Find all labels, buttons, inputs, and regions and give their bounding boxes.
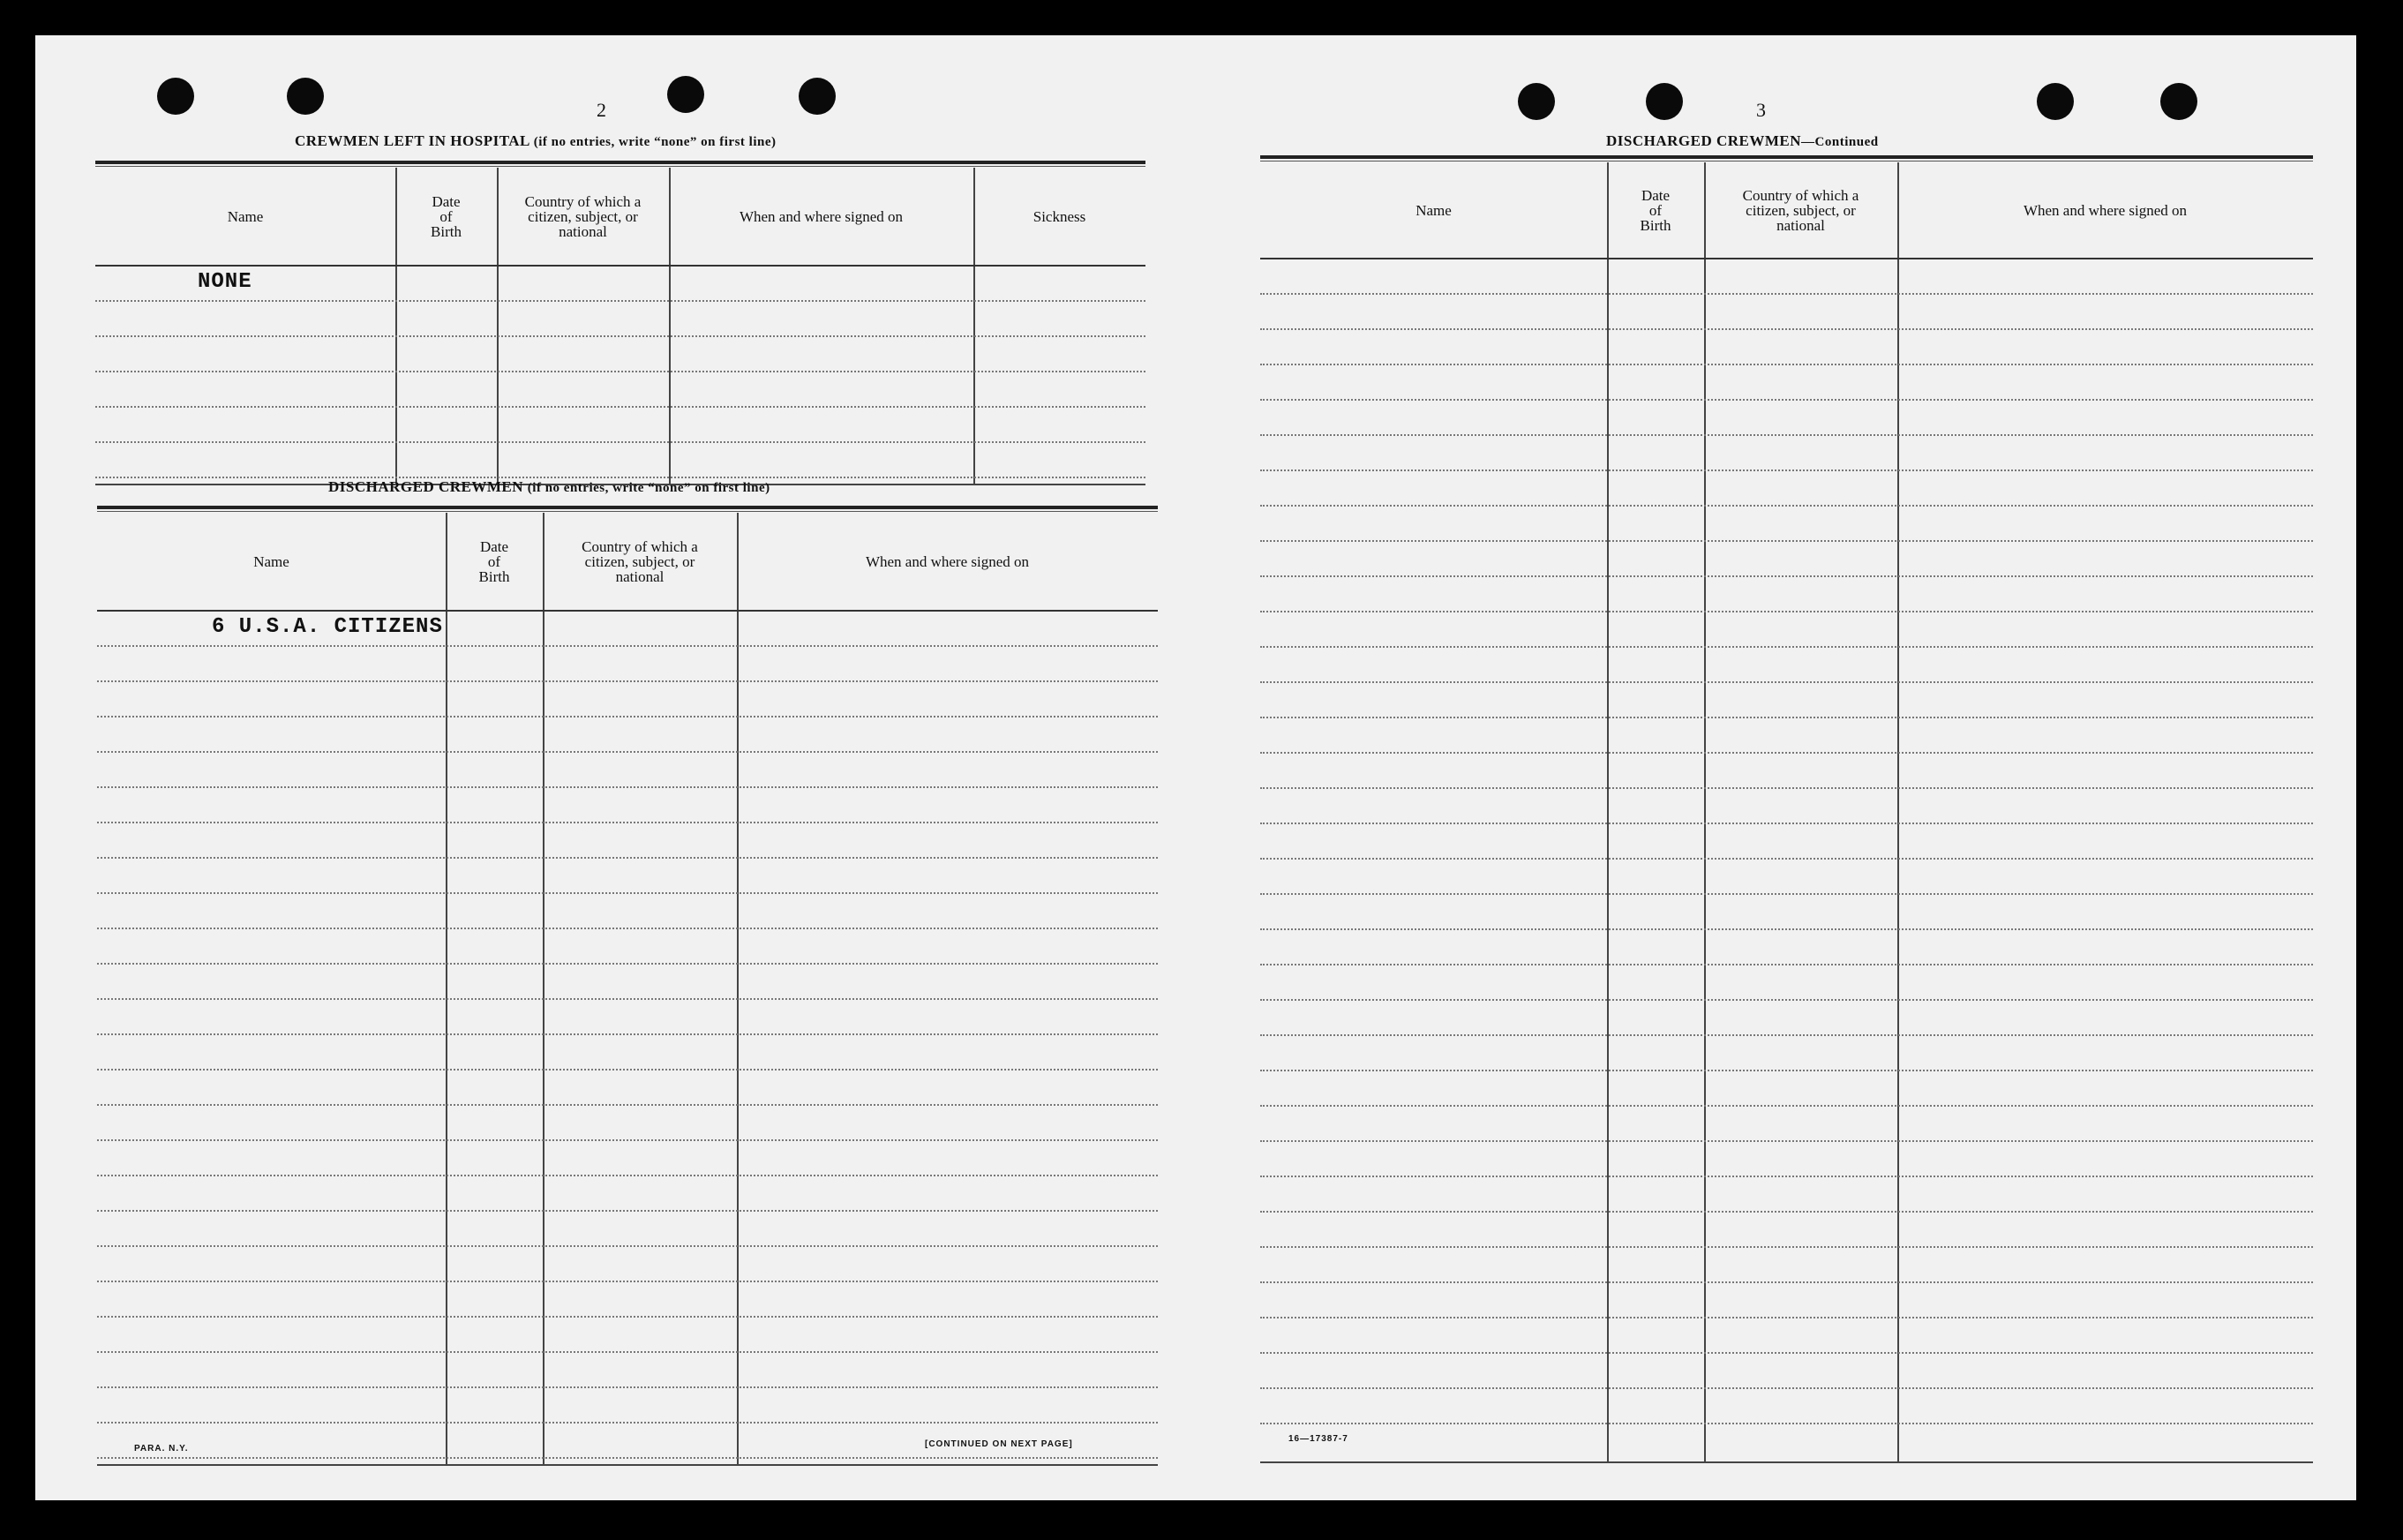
column-divider	[543, 513, 544, 1464]
table-row	[97, 822, 1158, 823]
table-row	[97, 645, 1158, 647]
column-divider	[1607, 162, 1609, 1461]
table-row	[1260, 611, 2313, 612]
table-row	[97, 680, 1158, 682]
document-sheet	[35, 35, 2356, 1500]
table-row	[1260, 1140, 2313, 1142]
table-row	[1260, 999, 2313, 1001]
column-header-label: When and where signed on	[2023, 201, 2188, 219]
punch-hole	[799, 78, 836, 115]
punch-hole	[667, 76, 704, 113]
discharged-title	[328, 478, 770, 496]
page-number-right: 3	[1756, 99, 1766, 121]
column-header-country	[1704, 162, 1897, 258]
header-rule	[1260, 258, 2313, 259]
table-row	[1260, 1352, 2313, 1354]
column-header-country	[543, 513, 737, 610]
table-row	[1260, 1034, 2313, 1036]
table-row	[97, 1033, 1158, 1035]
table-row	[97, 1139, 1158, 1141]
column-header-label: Name	[253, 552, 289, 570]
table-row	[1260, 787, 2313, 789]
punch-hole	[1518, 83, 1555, 120]
table-row	[1260, 964, 2313, 965]
table-row	[1260, 681, 2313, 683]
table-row	[97, 1281, 1158, 1282]
table-bottom-rule	[1260, 1461, 2313, 1463]
table-row	[95, 300, 1145, 302]
table-row	[97, 1104, 1158, 1106]
table-row	[95, 406, 1145, 408]
table-bottom-rule	[97, 1464, 1158, 1466]
column-header-date-of-birth	[395, 168, 497, 265]
punch-hole	[1646, 83, 1683, 120]
column-header-sickness	[973, 168, 1145, 265]
column-header-label: Country of which a citizen, subject, or national	[582, 537, 698, 585]
punch-hole	[2037, 83, 2074, 120]
table-row	[97, 1422, 1158, 1424]
column-divider	[1897, 162, 1899, 1461]
page-number-left: 2	[597, 99, 606, 121]
continued-table	[1260, 155, 2313, 1467]
continued-title	[1606, 132, 1879, 150]
table-row	[1260, 1423, 2313, 1424]
column-header-label: Country of which a citizen, subject, or national	[524, 192, 642, 240]
table-row	[97, 786, 1158, 788]
column-header-label: Date of Birth	[478, 537, 510, 585]
table-row	[1260, 1105, 2313, 1107]
table-row	[1260, 717, 2313, 718]
table-row	[97, 1351, 1158, 1353]
column-divider	[395, 168, 397, 484]
column-header-name	[95, 168, 395, 265]
table-row	[97, 892, 1158, 894]
table-row	[1260, 505, 2313, 507]
table-row	[97, 1245, 1158, 1247]
table-row	[97, 1386, 1158, 1388]
table-row	[1260, 364, 2313, 365]
table-row	[97, 1316, 1158, 1318]
column-header-when-where-signed	[1897, 162, 2313, 258]
discharged-title-text: DISCHARGED CREWMEN	[328, 478, 524, 495]
table-row	[1260, 540, 2313, 542]
table-row	[1260, 1281, 2313, 1283]
table-row	[1260, 1317, 2313, 1318]
table-row	[1260, 470, 2313, 471]
table-row	[1260, 928, 2313, 930]
table-row	[95, 335, 1145, 337]
column-header-label: Name	[1416, 201, 1452, 219]
continued-title-suffix: —Continued	[1801, 135, 1879, 149]
table-row	[1260, 1387, 2313, 1389]
punch-hole	[287, 78, 324, 115]
column-header-label: When and where signed on	[865, 552, 1030, 570]
table-row	[1260, 328, 2313, 330]
table-row	[1260, 1176, 2313, 1177]
table-row	[1260, 1211, 2313, 1213]
table-row	[97, 1210, 1158, 1212]
column-header-label: Date of Birth	[431, 192, 462, 240]
table-row	[1260, 293, 2313, 295]
header-rule	[97, 610, 1158, 612]
hospital-title-text: CREWMEN LEFT IN HOSPITAL	[295, 132, 529, 149]
hospital-title-note: (if no entries, write “none” on first line)	[533, 135, 777, 149]
table-row	[95, 441, 1145, 443]
hospital-table	[95, 161, 1145, 487]
column-divider	[669, 168, 671, 484]
table-row	[97, 963, 1158, 965]
column-header-date-of-birth	[1607, 162, 1704, 258]
table-row	[1260, 752, 2313, 754]
table-row	[1260, 858, 2313, 860]
column-header-when-where-signed	[737, 513, 1158, 610]
column-header-label: Name	[227, 207, 264, 225]
column-header-label: Date of Birth	[1640, 186, 1671, 234]
footer-form-number: 16—17387-7	[1288, 1434, 1348, 1444]
footer-printer-mark: PARA. N.Y.	[134, 1444, 189, 1454]
table-row	[1260, 434, 2313, 436]
column-divider	[737, 513, 739, 1464]
table-row	[1260, 823, 2313, 824]
table-row	[97, 1069, 1158, 1070]
column-header-date-of-birth	[446, 513, 543, 610]
column-header-when-where-signed	[669, 168, 973, 265]
footer-continued: [CONTINUED ON NEXT PAGE]	[925, 1439, 1073, 1449]
table-row	[97, 716, 1158, 717]
table-row	[97, 857, 1158, 859]
column-header-label: Country of which a citizen, subject, or national	[1742, 186, 1859, 234]
table-row	[1260, 646, 2313, 648]
column-divider	[973, 168, 975, 484]
column-header-name	[97, 513, 446, 610]
continued-title-text: DISCHARGED CREWMEN	[1606, 132, 1802, 149]
table-row	[97, 1175, 1158, 1176]
column-divider	[1704, 162, 1706, 1461]
column-divider	[497, 168, 499, 484]
table-row	[95, 371, 1145, 372]
hospital-title	[295, 132, 777, 150]
column-divider	[446, 513, 447, 1464]
column-header-label: When and where signed on	[739, 207, 904, 225]
table-row	[97, 928, 1158, 929]
column-header-name	[1260, 162, 1607, 258]
column-header-label: Sickness	[1033, 207, 1086, 225]
header-rule	[95, 265, 1145, 267]
discharged-title-note: (if no entries, write “none” on first line)	[527, 481, 770, 495]
table-row	[1260, 1246, 2313, 1248]
table-row	[1260, 399, 2313, 401]
table-row	[97, 1457, 1158, 1459]
table-row	[1260, 575, 2313, 577]
punch-hole	[157, 78, 194, 115]
discharged-table	[97, 506, 1158, 1468]
table-row	[1260, 1070, 2313, 1071]
column-header-country	[497, 168, 669, 265]
table-row	[97, 998, 1158, 1000]
discharged-entry: 6 U.S.A. CITIZENS	[212, 615, 443, 639]
punch-hole	[2160, 83, 2197, 120]
hospital-entry: NONE	[198, 270, 252, 294]
table-row	[97, 751, 1158, 753]
table-row	[1260, 893, 2313, 895]
